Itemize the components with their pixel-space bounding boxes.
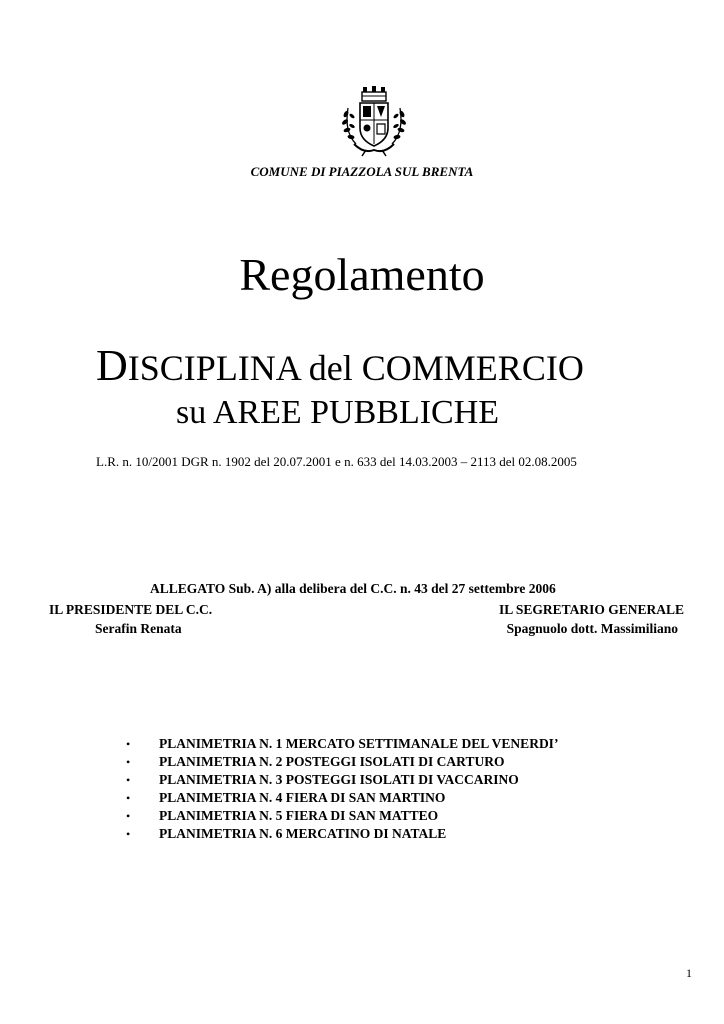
list-item [122,807,558,825]
list-item [122,825,558,843]
bullet-icon: • [126,755,131,769]
bullet-icon: • [126,791,131,805]
president-name: Serafin Renata [95,621,182,636]
annex-reference: ALLEGATO Sub. A) alla delibera del C.C. n. 43 del 27 settembre 2006 [150,581,556,596]
bullet-icon: • [126,737,131,751]
president-role: IL PRESIDENTE DEL C.C. [49,602,213,617]
subtitle-initial: D [96,341,128,390]
bullet-icon: • [126,773,131,787]
subtitle-rest: ISCIPLINA del COMMERCIO [127,348,584,388]
coat-of-arms-icon [336,84,412,158]
list-item-label: PLANIMETRIA N. 2 POSTEGGI ISOLATI DI CARTURO [159,754,505,769]
list-item [122,753,558,771]
list-item-label: PLANIMETRIA N. 6 MERCATINO DI NATALE [159,826,447,841]
list-item-label: PLANIMETRIA N. 1 MERCATO SETTIMANALE DEL VENERDI’ [159,736,559,751]
page-number: 1 [686,966,692,980]
list-item-label: PLANIMETRIA N. 4 FIERA DI SAN MARTINO [159,790,446,805]
bullet-icon: • [126,809,131,823]
list-item [122,771,558,789]
document-title: Regolamento [239,249,485,300]
list-item [122,735,558,753]
municipality-name: COMUNE DI PIAZZOLA SUL BRENTA [250,164,474,179]
planimetrie-list [122,735,558,843]
list-item-label: PLANIMETRIA N. 3 POSTEGGI ISOLATI DI VACCARINO [159,772,519,787]
subtitle-line-2: su AREE PUBBLICHE [176,394,500,431]
list-item-label: PLANIMETRIA N. 5 FIERA DI SAN MATTEO [159,808,439,823]
secretary-role: IL SEGRETARIO GENERALE [498,602,684,617]
list-item [122,789,558,807]
subtitle-line-1 [96,340,584,391]
secretary-name: Spagnuolo dott. Massimiliano [506,621,678,636]
bullet-icon: • [126,827,131,841]
legal-reference: L.R. n. 10/2001 DGR n. 1902 del 20.07.2001 e n. 633 del 14.03.2003 – 2113 del 02.08.2005 [96,454,577,469]
